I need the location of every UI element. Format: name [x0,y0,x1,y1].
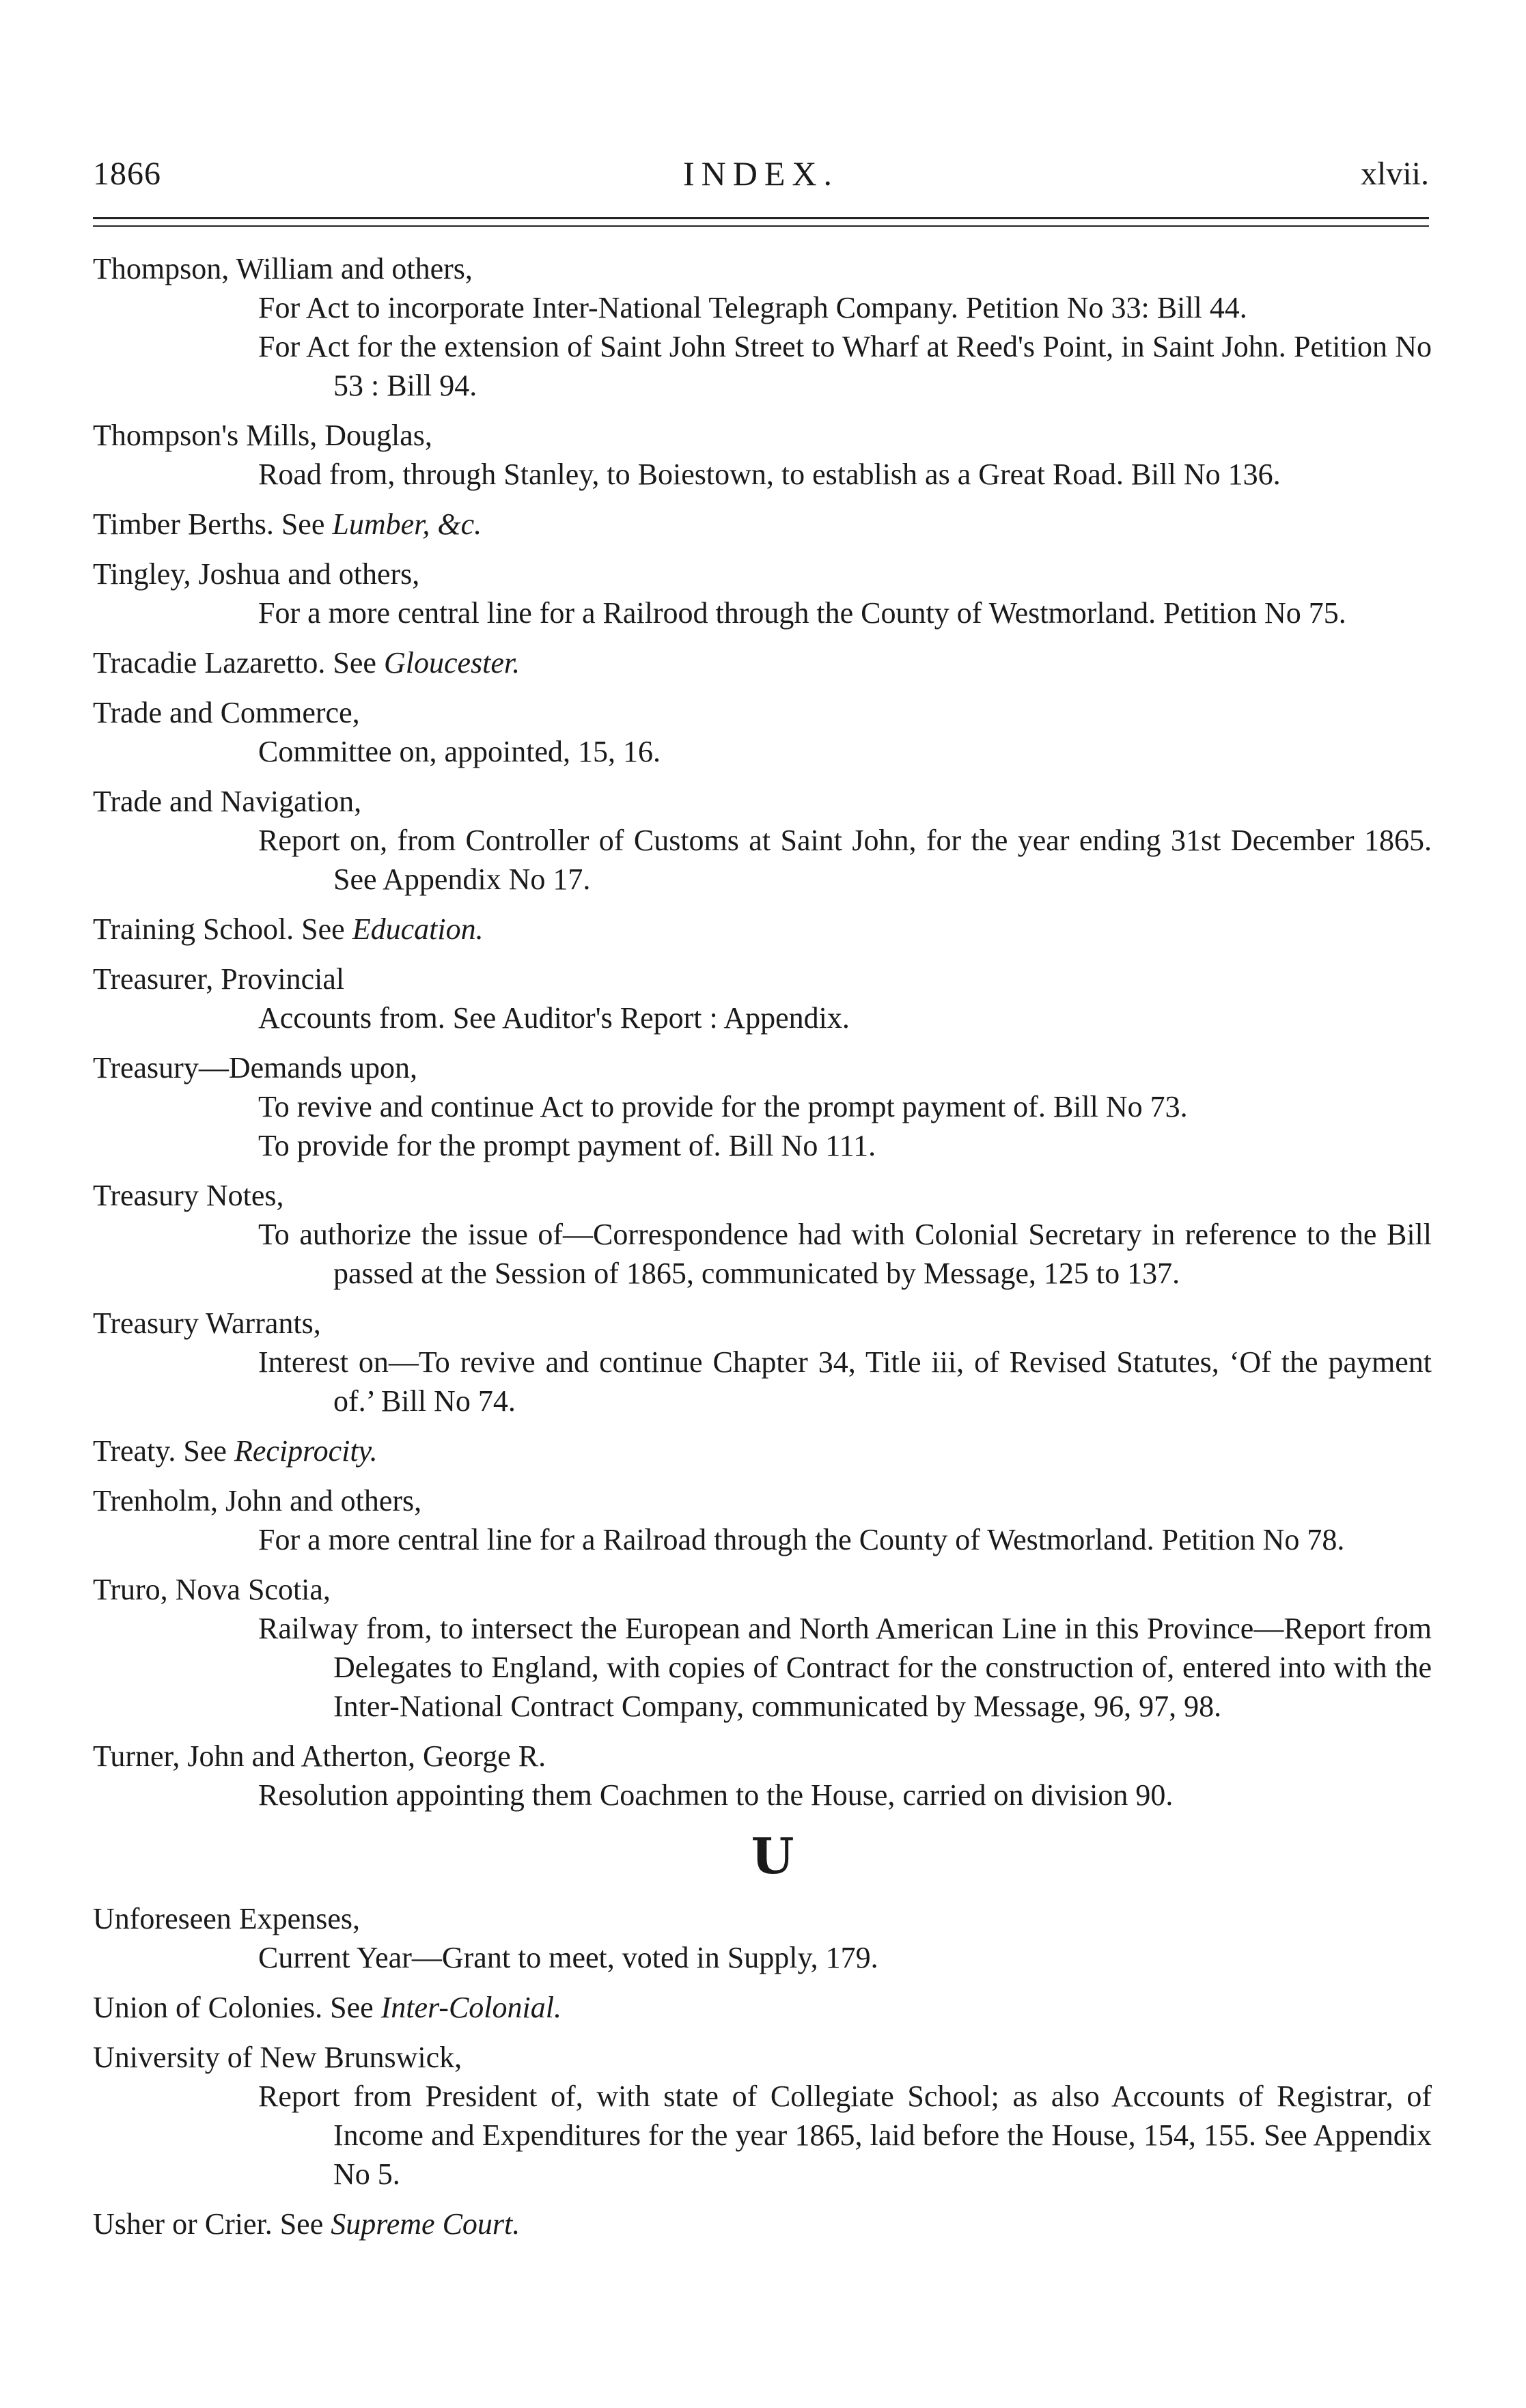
entry-heading [93,2038,1432,2077]
entry-subheading: To authorize the issue of—Correspondence had with Colonial Secretary in reference to the Bill passed at the Session of 1865, communicated by Message, 125 to 137. [258,1218,1432,1290]
entry-heading-text: Tingley, Joshua and others, [93,557,420,591]
entry-subheading: Resolution appointing them Coachmen to the House, carried on division 90. [258,1778,1174,1812]
entry-subheading: Accounts from. See Auditor's Report : Appendix. [258,1001,850,1035]
index-entry [93,960,1432,1037]
page-header [93,147,1429,208]
entry-subheading: Interest on—To revive and continue Chapter 34, Title iii, of Revised Statutes, ‘Of the payment of.’ Bill No 74. [258,1345,1432,1418]
entry-subheading: Committee on, appointed, 15, 16. [258,735,661,768]
entry-heading-text: Treaty. See [93,1434,227,1468]
entry-heading [93,416,1432,455]
entry-heading-text: Unforeseen Expenses, [93,1902,360,1935]
entry-heading-text: Union of Colonies. See [93,1991,374,2024]
entry-subheading: For Act to incorporate Inter-National Telegraph Company. Petition No 33: Bill 44. [258,291,1247,324]
section-letter-u: U [751,1827,794,1885]
index-entries [93,249,1432,2254]
index-entry [93,555,1432,632]
section-u-entries [93,1899,1432,2243]
index-entry [93,505,1432,544]
entry-see-reference: Reciprocity. [234,1434,378,1468]
entry-subheading: Report from President of, with state of Collegiate School; as also Accounts of Registrar, of Income and Expenditures for the year 1865, laid before the House, 154, 155. See Appendix No 5. [258,2080,1432,2191]
entry-heading [93,960,1432,998]
header-rule-bottom [93,225,1429,227]
index-entry [93,1431,1432,1470]
index-entry [93,2038,1432,2194]
index-entry [93,2204,1432,2243]
entry-heading-text: University of New Brunswick, [93,2041,462,2074]
index-entry [93,1304,1432,1420]
entry-heading-text: Trenholm, John and others, [93,1484,422,1517]
entry-subheading: To provide for the prompt payment of. Bill No 111. [258,1129,876,1162]
entry-subheading: Current Year—Grant to meet, voted in Supply, 179. [258,1941,878,1974]
entry-see-reference: Inter-Colonial. [380,1991,561,2024]
entry-heading-text: Truro, Nova Scotia, [93,1573,331,1606]
entry-heading [93,1176,1432,1215]
entry-heading [93,1481,1432,1520]
entry-heading [93,1570,1432,1609]
entry-heading-text: Treasury Warrants, [93,1306,321,1340]
entry-heading-text: Thompson, William and others, [93,252,473,285]
entry-heading-text: Trade and Commerce, [93,696,360,729]
entry-heading [93,782,1432,821]
entry-heading-text: Usher or Crier. See [93,2207,324,2241]
index-entry [93,1737,1432,1815]
entry-heading-text: Timber Berths. See [93,507,325,541]
entry-see-reference: Lumber, &c. [332,507,482,541]
entry-heading [93,1737,1432,1776]
entry-subheading: Road from, through Stanley, to Boiestown, to establish as a Great Road. Bill No 136. [258,458,1281,491]
entry-see-reference: Supreme Court. [331,2207,521,2241]
index-entry [93,1481,1432,1559]
index-entry [93,693,1432,771]
entry-subheading: Report on, from Controller of Customs at Saint John, for the year ending 31st December 1865. See Appendix No 17. [258,824,1432,896]
entry-heading [93,555,1432,593]
entry-heading-text: Training School. See [93,912,345,946]
entry-subheading: Railway from, to intersect the European and North American Line in this Province—Report from Delegates to England, with copies of Contract for the construction of, entered into with the Inter-National Contract Company, communicated by Message, 96, 97, 98. [258,1612,1432,1723]
entry-heading [93,1899,1432,1938]
section-t-entries [93,249,1432,1815]
entry-heading-text: Trade and Navigation, [93,785,362,818]
entry-heading [93,1048,1432,1087]
header-year: 1866 [93,156,161,192]
entry-subheading: For a more central line for a Railrood through the County of Westmorland. Petition No 75. [258,596,1346,630]
entry-heading [93,2204,1432,2243]
entry-subheading: For Act for the extension of Saint John Street to Wharf at Reed's Point, in Saint John. Petition No 53 : Bill 94. [258,330,1432,402]
entry-heading [93,1988,1432,2027]
entry-heading-text: Thompson's Mills, Douglas, [93,419,432,452]
index-entry [93,416,1432,494]
index-entry [93,1570,1432,1726]
entry-heading [93,505,1432,544]
index-entry [93,1048,1432,1165]
index-entry [93,643,1432,682]
entry-heading-text: Treasury—Demands upon, [93,1051,417,1084]
header-rule-top [93,217,1429,219]
entry-subheading: To revive and continue Act to provide for the prompt payment of. Bill No 73. [258,1090,1188,1123]
entry-heading [93,1304,1432,1343]
entry-heading-text: Treasury Notes, [93,1179,284,1212]
header-title: INDEX. [682,154,840,193]
entry-heading [93,643,1432,682]
entry-see-reference: Gloucester. [383,646,521,680]
entry-see-reference: Education. [352,912,484,946]
index-entry [93,1988,1432,2027]
index-entry [93,1176,1432,1293]
index-entry [93,782,1432,899]
entry-heading [93,693,1432,732]
entry-heading-text: Treasurer, Provincial [93,962,345,996]
entry-subheading: For a more central line for a Railroad through the County of Westmorland. Petition No 78. [258,1523,1345,1556]
entry-heading [93,910,1432,949]
entry-heading [93,249,1432,288]
index-entry [93,249,1432,405]
index-entry [93,1899,1432,1977]
entry-heading [93,1431,1432,1470]
index-entry [93,910,1432,949]
header-page-number: xlvii. [1360,156,1429,192]
entry-heading-text: Turner, John and Atherton, George R. [93,1739,546,1773]
entry-heading-text: Tracadie Lazaretto. See [93,646,376,680]
